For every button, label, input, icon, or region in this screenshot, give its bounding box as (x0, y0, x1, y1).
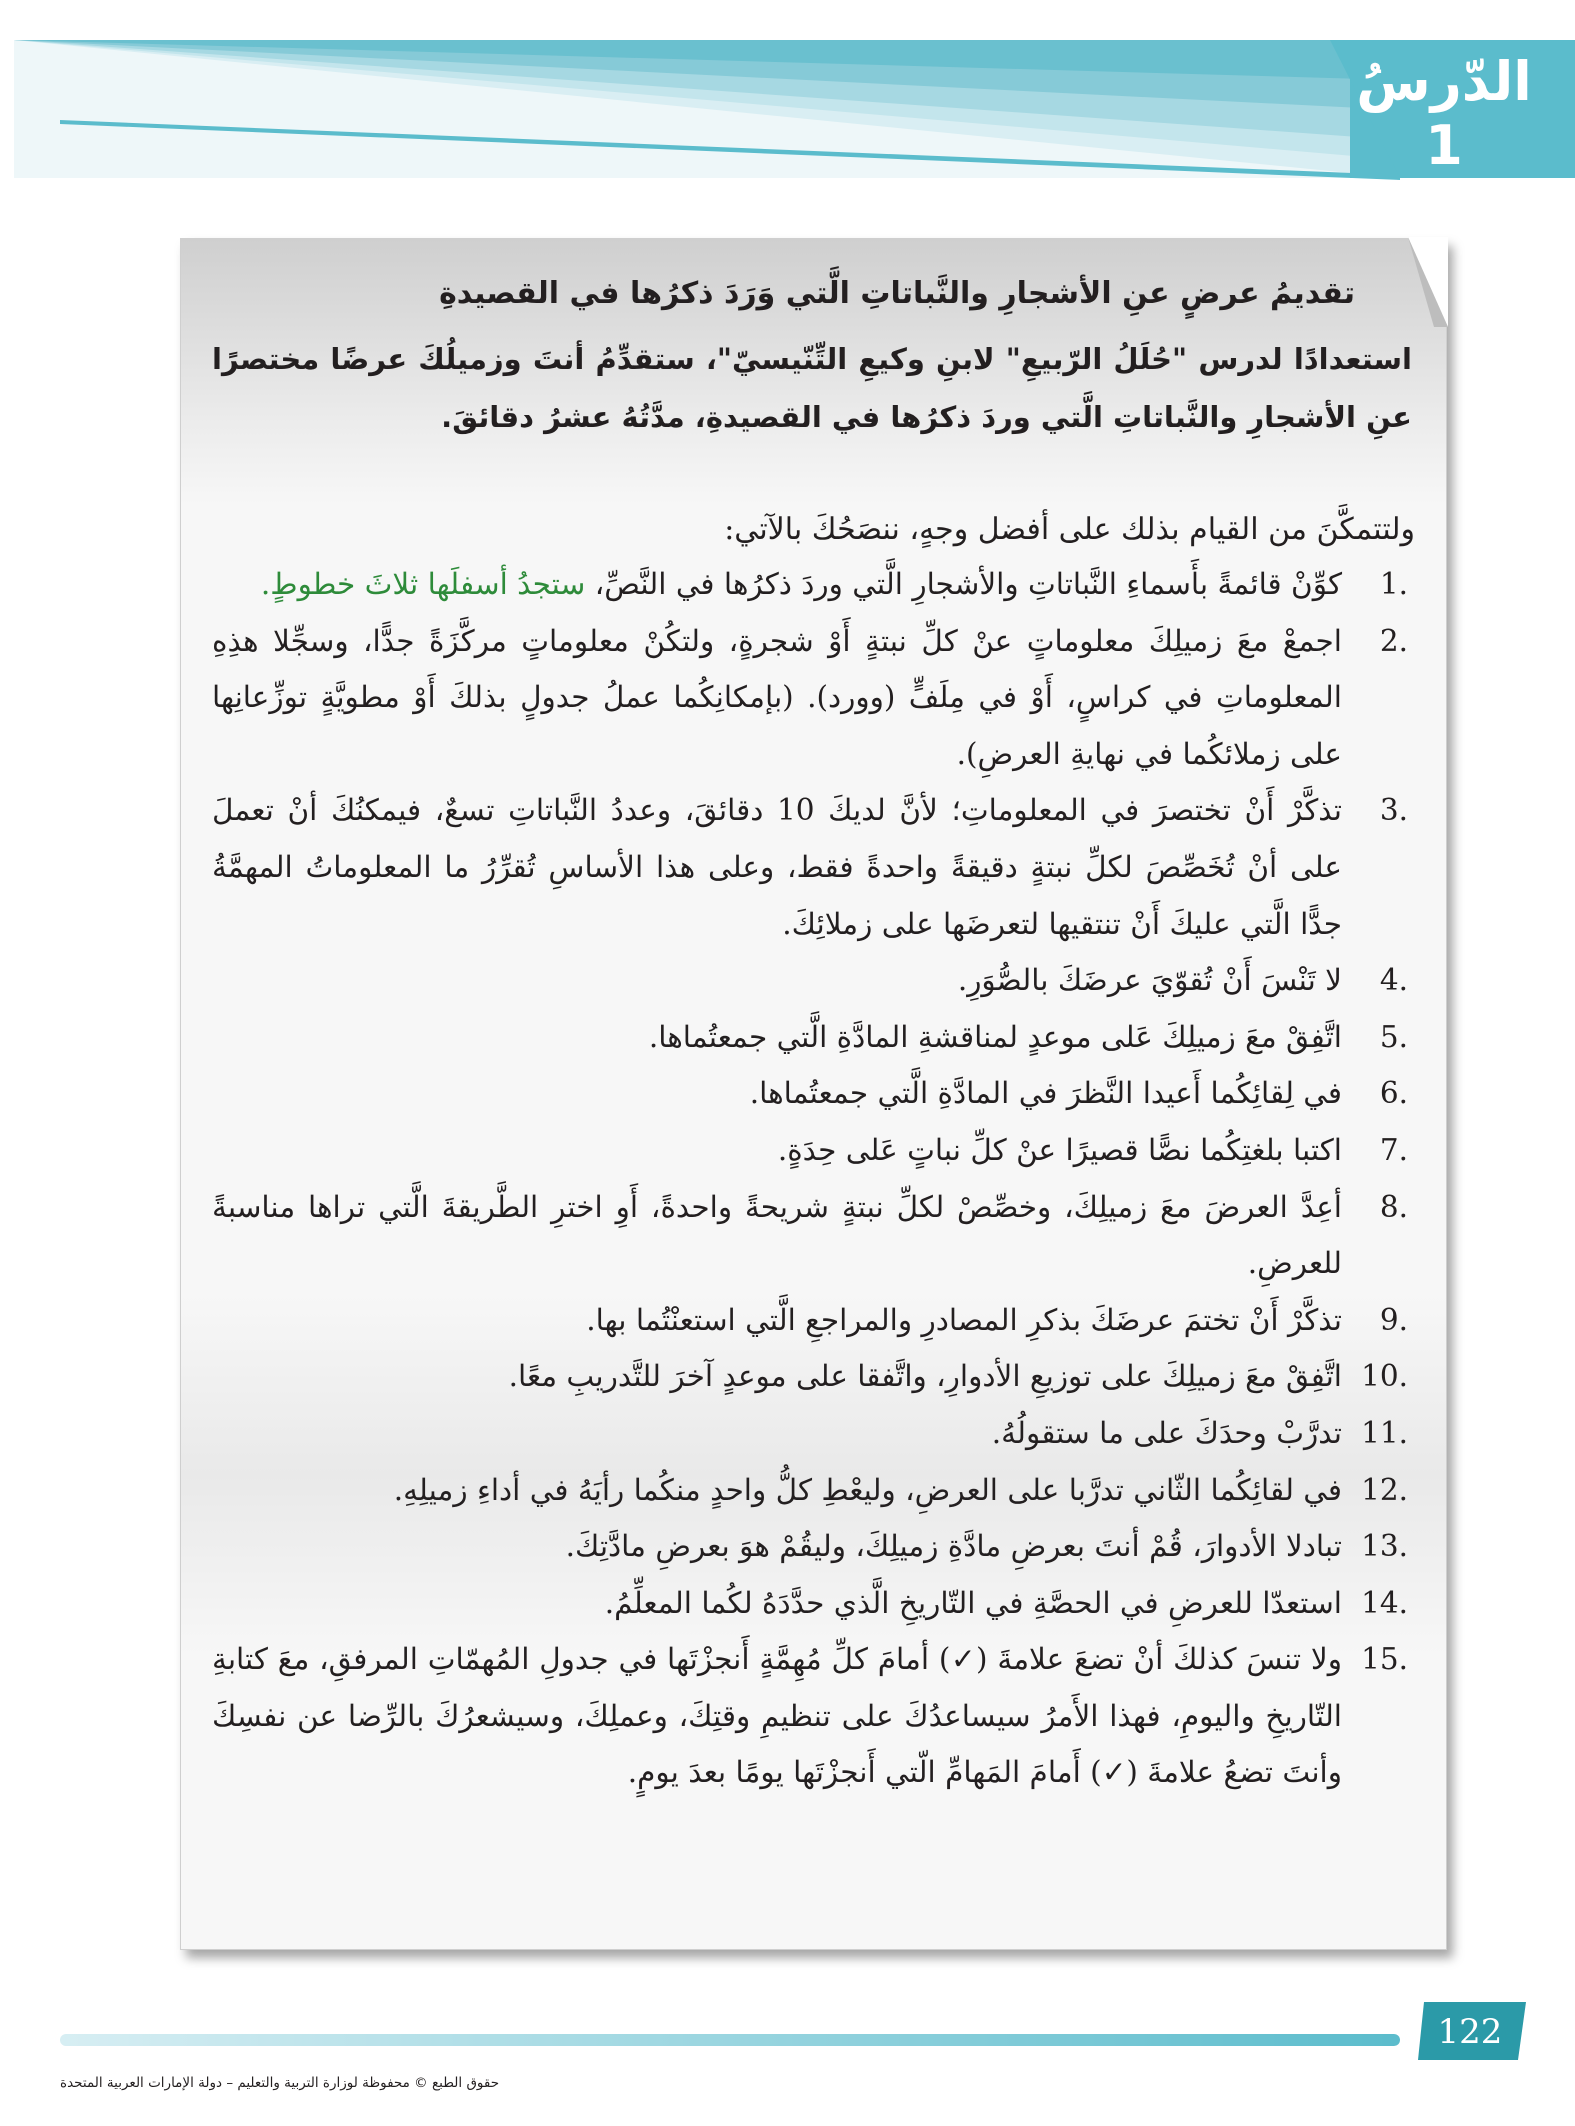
list-item (212, 952, 1408, 1009)
step-number: 1. (1379, 567, 1408, 601)
list-item (212, 1009, 1408, 1066)
step-number: 2. (1379, 623, 1408, 658)
steps-list (212, 556, 1408, 1801)
list-item (212, 1179, 1408, 1292)
page-number: 122 (1437, 2012, 1503, 2052)
list-item (212, 1065, 1408, 1122)
step-text: استعدّا للعرضِ في الحصَّةِ في التّاريخِ الَّذي حدَّدَهُ لكُما المعلِّمُ. (604, 1585, 1342, 1620)
step-number: 3. (1379, 793, 1408, 828)
step-number: 11. (1361, 1415, 1408, 1450)
step-number: 8. (1379, 1189, 1408, 1224)
lesson-banner (0, 0, 1575, 180)
step-number: 15. (1361, 1642, 1408, 1677)
list-item (212, 1292, 1408, 1349)
step-number: 12. (1361, 1472, 1408, 1507)
step-number: 5. (1379, 1019, 1408, 1054)
list-item (212, 613, 1408, 783)
step-text: في لقائِكُما الثّاني تدرَّبا على العرضِ، وليعْطِ كلُّ واحدٍ منكُما رأيَهُ في أداءِ زميلِهِ. (393, 1472, 1342, 1507)
step-number: 14. (1361, 1585, 1408, 1620)
activity-intro: استعدادًا لدرس "حُلَلُ الرّبيعِ" لابنِ وكيعِ التِّنّيسيّ"، ستقدِّمُ أنتَ وزميلُكَ عرضًا مختصرًا عنِ الأشجارِ والنَّباتاتِ الَّتي وردَ ذكرُها في القصيدةِ، مدَّتُهُ عشرُ دقائقَ. (212, 342, 1412, 434)
step-text: تبادلا الأدوارَ، قُمْ أنتَ بعرضِ مادَّةِ زميلِكَ، وليقُمْ هوَ بعرضِ مادَّتِكَ. (565, 1529, 1342, 1564)
list-item (212, 1405, 1408, 1462)
copyright-notice: حقوق الطبع © محفوظة لوزارة التربية والتعليم – دولة الإمارات العربية المتحدة (60, 2075, 500, 2091)
step-text: اجمعْ معَ زميلِكَ معلوماتٍ عنْ كلِّ نبتةٍ أَوْ شجرةٍ، ولتكُنْ معلوماتٍ مركَّزَةً جدًّا، وسجِّلا هذِهِ المعلوماتِ في كراسٍ، أَوْ في مِلَفٍّ (وورد). (بإمكانِكُما عملُ جدولٍ بذلكَ أَوْ مطويَّةٍ توزِّعانِها على زملائكُما في نهايةِ العرضِ). (212, 623, 1342, 771)
list-item (212, 556, 1408, 613)
step-text: تذكَّرْ أَنْ تختمَ عرضَكَ بذكرِ المصادرِ والمراجعِ الَّتي استعنْتُما بها. (586, 1302, 1342, 1337)
step-text: كوِّنْ قائمةً بأَسماءِ النَّباتاتِ والأشجارِ الَّتي وردَ ذكرُها في النَّصِّ، (585, 567, 1342, 601)
lesson-label: الدّرسُ (1356, 50, 1532, 113)
list-item (212, 1348, 1408, 1405)
step-number: 10. (1361, 1359, 1408, 1394)
footer-bar (60, 2034, 1400, 2046)
lesson-title (1349, 50, 1539, 178)
step-number: 7. (1379, 1132, 1408, 1167)
step-text: لا تَنْسَ أَنْ تُقوّيَ عرضَكَ بالصُّوَرِ. (957, 963, 1342, 998)
page-fold-icon (1408, 237, 1448, 327)
list-item (212, 1462, 1408, 1519)
step-highlight: ستجدُ أسفلَها ثلاثَ خطوطٍ. (260, 567, 586, 601)
lesson-number: 1 (1425, 114, 1463, 177)
step-text: ولا تنسَ كذلكَ أنْ تضعَ علامةَ (✓) أمامَ كلِّ مُهِمَّةٍ أَنجزْتَها في جدولِ المُهمّاتِ المرفقِ، معَ كتابةِ التّاريخِ واليومِ، فهذا الأَمرُ سيساعدُكَ على تنظيمِ وقتِكَ، وعملِكَ، وسيشعرُكَ بالرِّضا عن نفسِكَ وأنتَ تضعُ علامةَ (✓) أَمامَ المَهامِّ الّتي أَنجزْتَها يومًا بعدَ يومٍ. (212, 1642, 1342, 1790)
activity-heading: تقديمُ عرضٍ عنِ الأشجارِ والنَّباتاتِ الَّتي وَرَدَ ذكرُها في القصيدةِ (439, 276, 1355, 311)
step-text: اكتبا بلغتِكُما نصًّا قصيرًا عنْ كلِّ نباتٍ عَلى حِدَةٍ. (777, 1132, 1342, 1167)
list-item (212, 1631, 1408, 1801)
step-number: 4. (1379, 963, 1408, 998)
step-text: أعِدَّ العرضَ معَ زميلِكَ، وخصِّصْ لكلِّ نبتةٍ شريحةً واحدةً، أَوِ اخترِ الطَّريقةَ الَّتي تراها مناسبةً للعرضِ. (212, 1189, 1342, 1281)
step-number: 6. (1379, 1076, 1408, 1111)
step-number: 13. (1361, 1529, 1408, 1564)
step-text: تذكَّرْ أَنْ تختصرَ في المعلوماتِ؛ لأنَّ لديكَ 10 دقائقَ، وعددُ النَّباتاتِ تسعٌ، فيمكنُكَ أنْ تعملَ على أنْ تُخَصِّصَ لكلِّ نبتةٍ دقيقةً واحدةً فقط، وعلى هذا الأساسِ تُقرِّرُ ما المعلوماتُ المهمَّةُ جدًّا الَّتي عليكَ أَنْ تنتقيها لتعرضَها على زملائِكَ. (212, 793, 1342, 941)
step-text: اتَّفِقْ معَ زميلِكَ عَلى موعدٍ لمناقشةِ المادَّةِ الَّتي جمعتُماها. (648, 1019, 1342, 1054)
list-item (212, 1518, 1408, 1575)
step-text: في لِقائِكُما أَعيدا النَّظرَ في المادَّةِ الَّتي جمعتُماها. (749, 1076, 1342, 1111)
steps-lead: ولتتمكَّنَ من القيام بذلك على أفضل وجهٍ، ننصَحُكَ بالآتي: (724, 512, 1415, 547)
step-text: تدرَّبْ وحدَكَ على ما ستقولُهُ. (991, 1415, 1342, 1450)
list-item (212, 782, 1408, 952)
list-item (212, 1575, 1408, 1632)
list-item (212, 1122, 1408, 1179)
step-number: 9. (1379, 1302, 1408, 1337)
step-text: اتَّفِقْ معَ زميلِكَ على توزيعِ الأدوارِ، واتَّفقا على موعدٍ آخرَ للتَّدريبِ معًا. (508, 1359, 1342, 1394)
